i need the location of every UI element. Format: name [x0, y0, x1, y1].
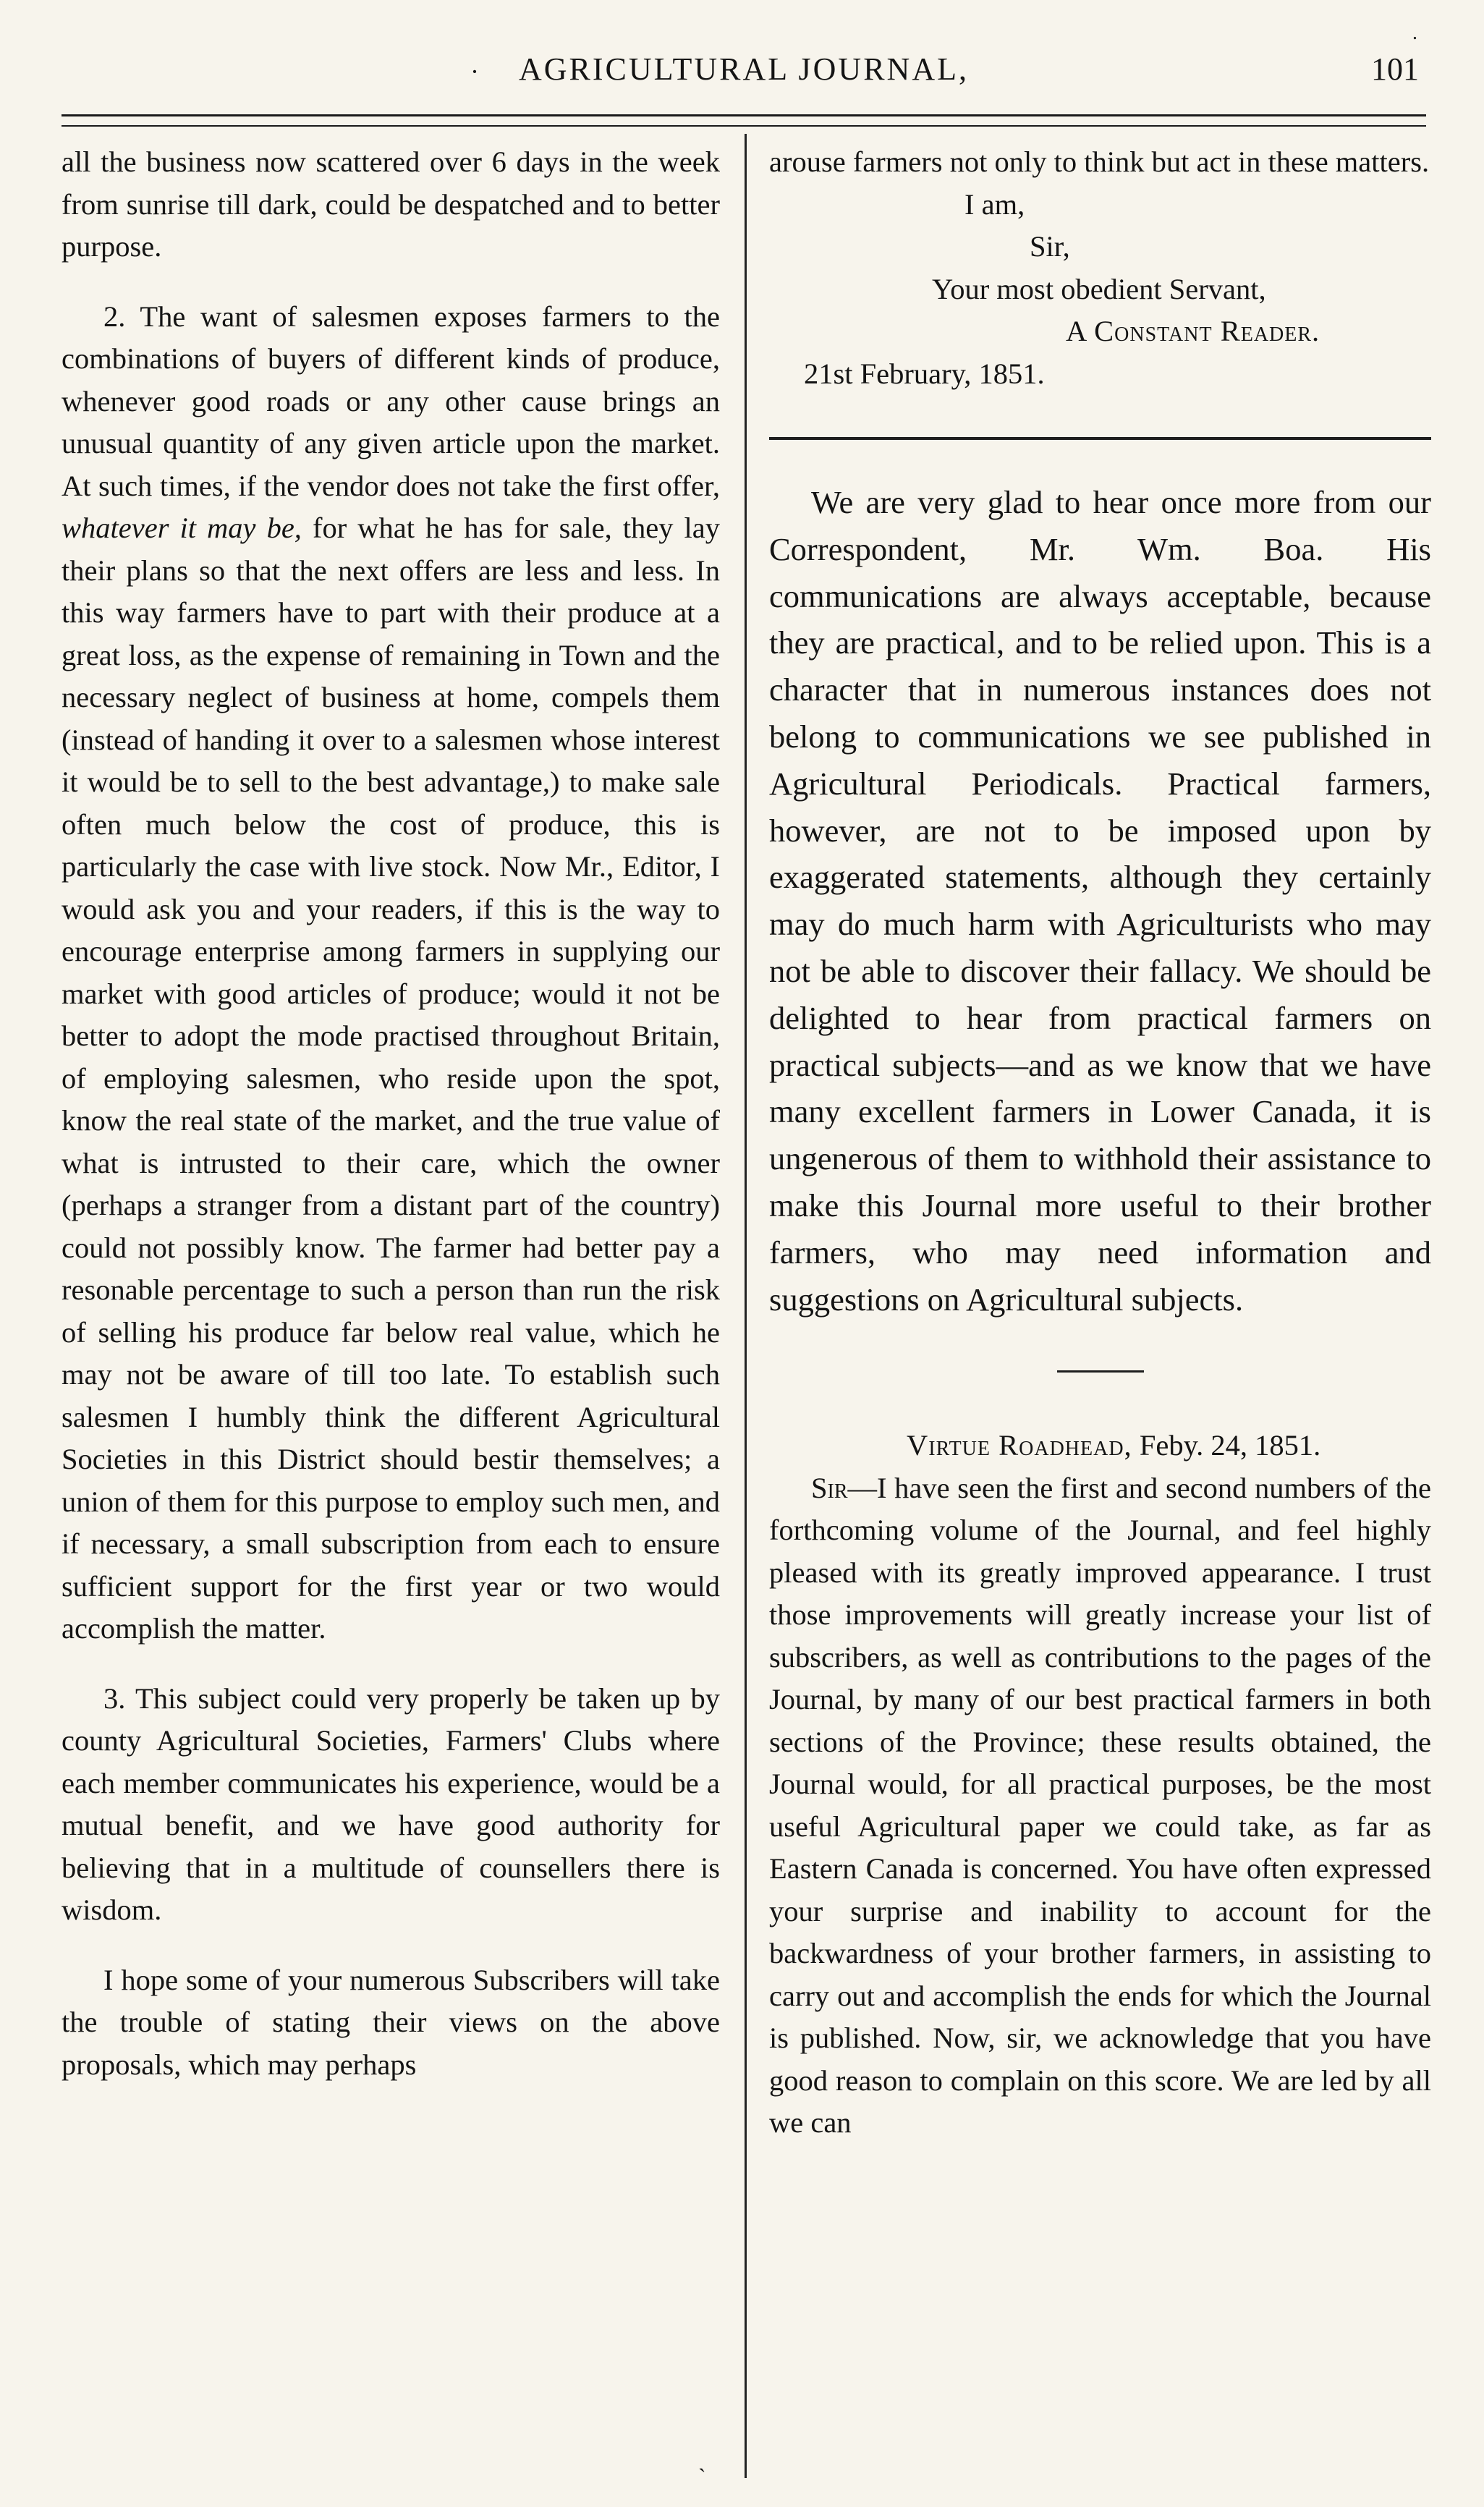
page-number: 101 — [1371, 51, 1419, 87]
journal-title: AGRICULTURAL JOURNAL, — [519, 51, 969, 87]
corner-mark: . — [1412, 22, 1417, 44]
paragraph-continued: all the business now scattered over 6 days in the week from sunrise till dark, could be despatched and to better purpose. — [62, 145, 720, 263]
letter-signoff — [769, 184, 1431, 396]
short-rule — [1057, 1370, 1144, 1373]
paragraph-2-text-a: 2. The want of salesmen exposes farmers to the combinations of buyers of different kinds of produce, whenever good roads or any other cause brings an unusual quantity of any given article upon the market. At such times, if the vendor does not take the first offer, — [62, 300, 720, 502]
header-double-rule — [62, 114, 1426, 127]
paragraph-2 — [62, 296, 720, 1650]
letter-dateline — [769, 1425, 1431, 1467]
dateline-date: Feby. 24, 1851. — [1132, 1429, 1321, 1462]
paragraph-4: I hope some of your numerous Subscribers will take the trouble of stating their views on the above proposals, which may perhaps — [62, 1963, 720, 2081]
paragraph-2-emphasis: whatever it may be, — [62, 512, 302, 544]
letter-closing-text: arouse farmers not only to think but act in these matters. — [769, 145, 1430, 178]
column-divider — [745, 134, 747, 2478]
signoff-line-2: Sir, — [1030, 230, 1070, 263]
bottom-mark: ` — [698, 2464, 706, 2490]
section-rule — [769, 437, 1431, 440]
paragraph-3: 3. This subject could very properly be taken up by county Agricultural Societies, Farmers' Clubs where each member communicates his experience, would be a mutual benefit, and we have good authority for believing that in a multitude of counsellers there is wisdom. — [62, 1681, 720, 1926]
signoff-author: A Constant Reader. — [1066, 315, 1320, 347]
right-column — [769, 141, 1431, 2145]
letter-body — [769, 1467, 1431, 2145]
signoff-date: 21st February, 1851. — [804, 357, 1045, 390]
letter-salutation: Sir — [811, 1471, 848, 1504]
header-ornament: · — [470, 57, 479, 86]
signoff-line-3: Your most obedient Servant, — [932, 272, 1266, 305]
letter-body-text: —I have seen the first and second numbers of the forthcoming volume of the Journal, and feel highly pleased with its greatly improved appearance. I trust those improvements will greatly increase your list of subscribers, as well as contributions to the pages of the Journal, by many of our best practical farmers in both sections of the Province; these results obtained, the Journal would, for all practical purposes, be the most useful Agricultural paper we could take, as far as Eastern Canada is concerned. You have often expressed your surprise and inability to account for the backwardness of your brother farmers, in assisting to carry out and accomplish the ends for which the Journal is published. Now, sir, we acknowledge that you have good reason to complain on this score. We are led by all we can — [769, 1471, 1431, 2139]
paragraph-2-text-b: for what he has for sale, they lay their plans so that the next offers are less and less. In this way farmers have to part with their produce at a great loss, as the expense of remaining in Town and the necessary neglect of business at home, compels them (instead of handing it over to a salesmen whose interest it would be to sell to the best advantage,) to make sale often much below the cost of produce, this is particularly the case with live stock. Now Mr., Editor, I would ask you and your readers, if this is the way to encourage enterprise among farmers in supplying our market with good articles of produce; would it not be better to adopt the mode practised throughout Britain, of employing salesmen, who reside upon the spot, know the real state of the market, and the true value of what is intrusted to their care, which the owner (perhaps a stranger from a distant part of the country) could not possibly know. The farmer had better pay a resonable percentage to such a person than run the risk of selling his produce far below real value, which he may not be aware of till too late. To establish such salesmen I humbly think the different Agricultural Societies in this District should bestir themselves; a union of them for this purpose to employ such men, and if necessary, a small subscription from each to ensure sufficient support for the first year or two would accomplish the matter. — [62, 512, 720, 1645]
editorial-note: We are very glad to hear once more from our Correspondent, Mr. Wm. Boa. His communications are always acceptable, because they are practical, and to be relied upon. This is a character that in numerous instances does not belong to communications we see published in Agricultural Periodicals. Practical farmers, however, are not to be imposed upon by exaggerated statements, although they certainly may do much harm with Agriculturists who may not be able to discover their fallacy. We should be delighted to hear from practical farmers on practical subjects—and as we know that we have many excellent farmers in Lower Canada, it is ungenerous of them to withhold their assistance to make this Journal more useful to their brother farmers, who may need information and suggestions on Agricultural subjects. — [769, 484, 1431, 1318]
left-column — [62, 141, 720, 2086]
dateline-place: Virtue Roadhead, — [907, 1429, 1132, 1462]
signoff-line-1: I am, — [964, 187, 1025, 221]
running-head — [62, 42, 1426, 107]
